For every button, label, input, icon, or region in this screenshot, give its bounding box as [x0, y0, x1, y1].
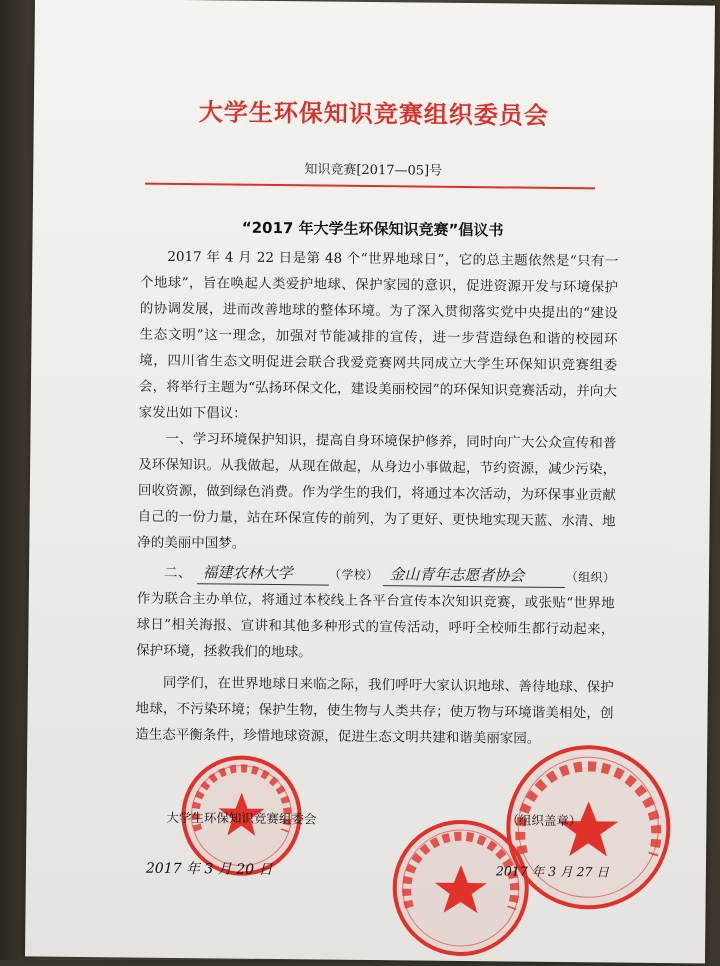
- proposal-2-text: 作为联合主办单位，将通过本校线上各平台宣传本次知识竞赛，或张贴“世界地球日”相关海报、宣讲和其他多种形式的宣传活动，呼吁全校师生都行动起来，保护环境，拯救我们的地球。: [136, 590, 615, 661]
- issuer-signature: 大学生环保知识竞赛组委会: [166, 809, 317, 827]
- paragraph-closing: 同学们，在世界地球日来临之际，我们呼吁大家认识地球、善待地球、保护地球，不污染环境；保护生物，使生物与人类共存；使万物与环境谐美相处，创造生态平衡条件，珍惜地球资源，促进生态文明共建和谐美丽家园。: [135, 674, 614, 747]
- paragraph-proposal-2: [136, 560, 615, 669]
- organization-seal-label: （组织盖章）: [506, 812, 582, 829]
- proposal-2-prefix: 二、: [163, 564, 192, 582]
- document-paper: [25, 0, 715, 964]
- red-divider-line: [145, 183, 595, 190]
- paragraph-proposal-1: 一、学习环境保护知识，提高自身环境保护修养，同时向广大公众宣传和普及环保知识。从我做起，从现在做起，从身边小事做起，节约资源，减少污染，回收资源，做到绿色消费。作为学生的我们，将通过本次活动，为环保事业贡献自己的一份力量，站在环保宣传的前列，为了更好、更快地实现天蓝、水清、地净的美丽中国梦。: [137, 430, 617, 552]
- school-handwritten-field: 福建农林大学: [196, 561, 328, 585]
- issuer-header: 大学生环保知识竞赛组织委员会: [198, 98, 549, 130]
- document-number: 知识竞赛[2017—05]号: [304, 162, 443, 179]
- organization-handwritten-field: 金山青年志愿者协会: [383, 563, 565, 588]
- organization-date: 2017 年 3 月 27 日: [495, 863, 610, 880]
- issuer-date: 2017 年 3 月 20 日: [145, 860, 273, 879]
- paragraph-intro: 2017 年 4 月 22 日是第 48 个“世界地球日”，它的总主题依然是“只有一个地球”，旨在唤起人类爱护地球、保护家园的意识，促进资源开发与环境保护的协调发展，进而改善地球的整体环境。为了深入贯彻落实党中央提出的“建设生态文明”这一理念，加强对节能减排的宣传，进一步营造绿色和谐的校园环境，四川省生态文明促进会联合我爱竞赛网共同成立大学生环保知识竞赛组委会，将举行主题为“弘扬环保文化，建设美丽校园”的环保知识竞赛活动，并向大家发出如下倡议：: [138, 248, 619, 422]
- document-body: [135, 244, 618, 753]
- document-title: “2017 年大学生环保知识竞赛”倡议书: [241, 218, 504, 240]
- school-label: （学校）: [328, 567, 379, 583]
- organization-label: （组织）: [565, 570, 616, 585]
